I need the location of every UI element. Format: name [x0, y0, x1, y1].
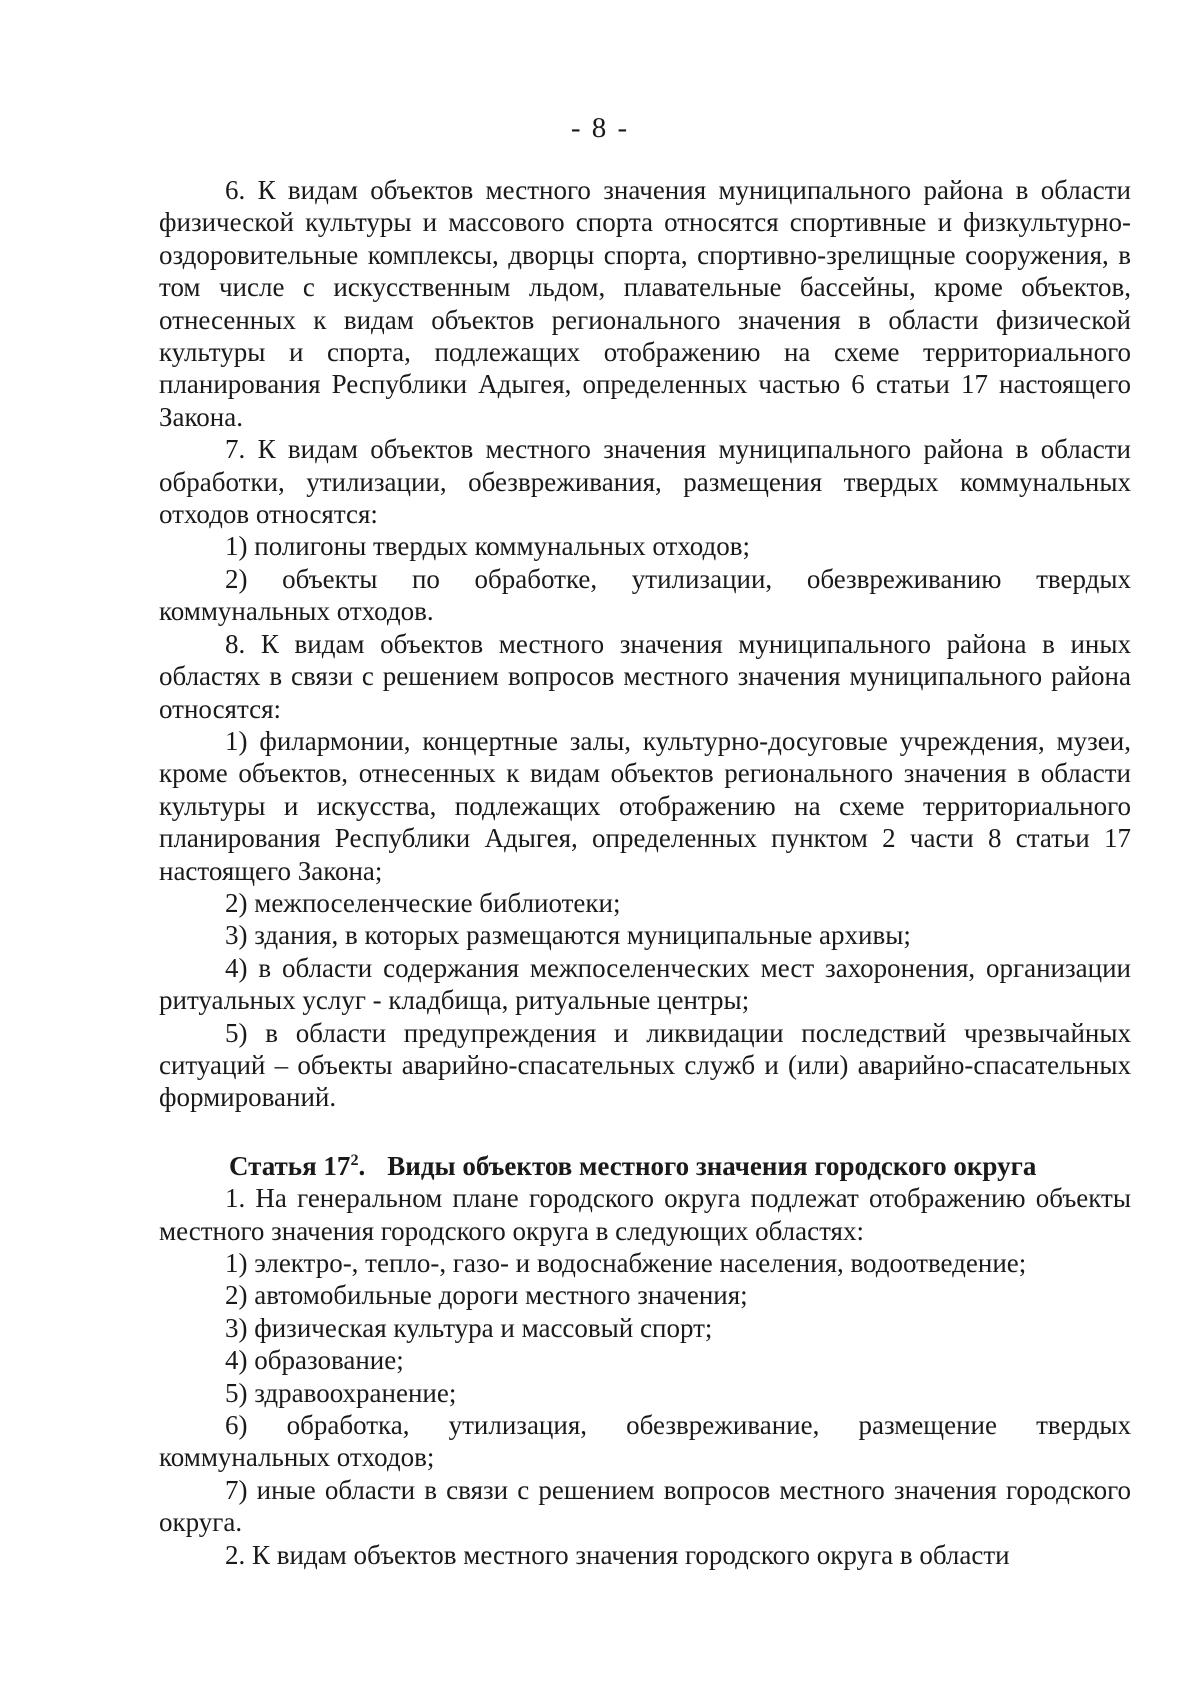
paragraph-7-item-1: 1) полигоны твердых коммунальных отходов;: [225, 531, 750, 562]
article-title: Виды объектов местного значения городского округа: [387, 1150, 1037, 1181]
article-item-2: 2) автомобильные дороги местного значения;: [225, 1280, 748, 1311]
article-item-7: 7) иные области в связи с решением вопросов местного значения городского округа.: [159, 1474, 1131, 1538]
article-item-1: 1) электро-, тепло-, газо- и водоснабжение населения, водоотведение;: [225, 1248, 1027, 1278]
article-item-4: 4) образование;: [225, 1345, 404, 1376]
article-superscript: 2: [350, 1150, 359, 1169]
article-item-6: 6) обработка, утилизация, обезвреживание, размещение твердых коммунальных отходов;: [159, 1410, 1131, 1473]
paragraph-6: 6. К видам объектов местного значения муниципального района в области физической культуры и массового спорта относятся спортивные и физкультурно-оздоровительные комплексы, дворцы спорта, спортивно-зрелищные сооружения, в том числе с искусственным льдом, плавательные бассейны, кроме объектов, отнесенных к видам объектов регионального значения в области физической культуры и спорта, подлежащих отображению на схеме территориального планирования Республики Адыгея, определенных частью 6 статьи 17 настоящего Закона.: [159, 175, 1131, 432]
paragraph-7-item-2: 2) объекты по обработке, утилизации, обезвреживанию твердых коммунальных отходов.: [159, 563, 1131, 627]
article-suffix: .: [358, 1150, 366, 1181]
paragraph-8: 8. К видам объектов местного значения муниципального района в иных областях в связи с решением вопросов местного значения муниципального района относятся:: [159, 628, 1131, 724]
article-number: [229, 1151, 365, 1181]
paragraph-8-item-2: 2) межпоселенческие библиотеки;: [225, 887, 621, 918]
paragraph-7: 7. К видам объектов местного значения муниципального района в области обработки, утилизации, обезвреживания, размещения твердых коммунальных отходов относятся:: [159, 434, 1131, 530]
paragraph-8-item-3: 3) здания, в которых размещаются муниципальные архивы;: [225, 920, 911, 951]
article-paragraph-1: 1. На генеральном плане городского округа подлежат отображению объекты местного значения городского округа в следующих областях:: [159, 1183, 1131, 1246]
article-item-5: 5) здравоохранение;: [225, 1377, 457, 1408]
article-heading: [159, 1150, 1131, 1182]
article-prefix: Статья 17: [229, 1150, 351, 1181]
paragraph-8-item-4: 4) в области содержания межпоселенческих мест захоронения, организации ритуальных услуг - кладбища, ритуальные центры;: [159, 952, 1131, 1016]
page-number: - 8 -: [570, 112, 630, 144]
document-body: [159, 174, 1131, 1571]
paragraph-8-item-1: 1) филармонии, концертные залы, культурно-досуговые учреждения, музеи, кроме объектов, отнесенных к видам объектов регионального значения в области культуры и искусства, подлежащих отображению на схеме территориального планирования Республики Адыгея, определенных пунктом 2 части 8 статьи 17 настоящего Закона;: [159, 725, 1131, 886]
paragraph-8-item-5: 5) в области предупреждения и ликвидации последствий чрезвычайных ситуаций – объекты аварийно-спасательных служб и (или) аварийно-спасательных формирований.: [159, 1017, 1131, 1113]
article-item-3: 3) физическая культура и массовый спорт;: [225, 1312, 713, 1343]
article-paragraph-2: 2. К видам объектов местного значения городского округа в области: [225, 1539, 1010, 1570]
